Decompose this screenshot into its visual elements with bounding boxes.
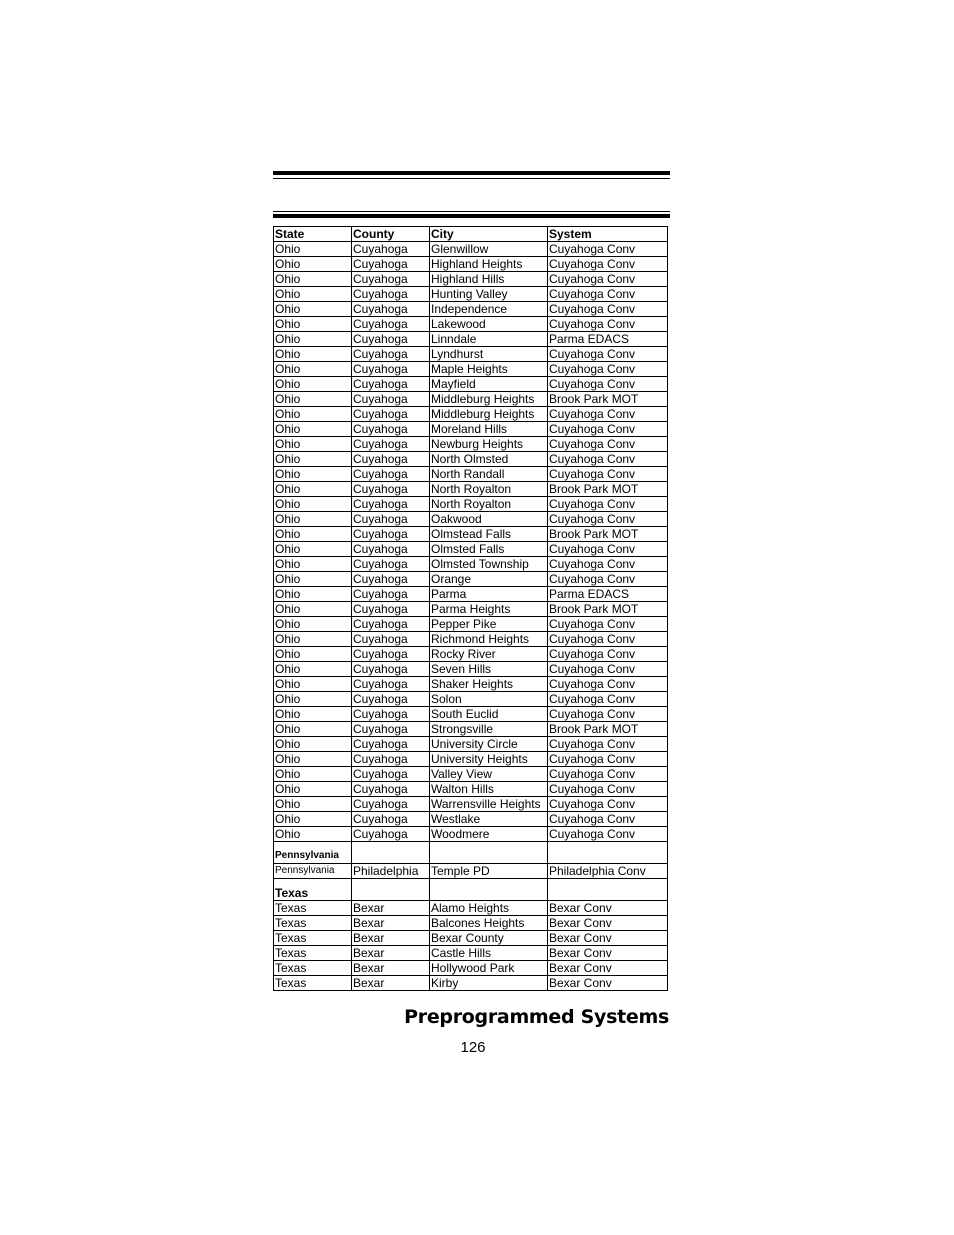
- table-row: [274, 722, 668, 737]
- cell-county: Cuyahoga: [352, 617, 430, 632]
- cell-system: Cuyahoga Conv: [548, 557, 668, 572]
- cell-county: Cuyahoga: [352, 392, 430, 407]
- cell-state: Ohio: [274, 332, 352, 347]
- systems-table-wrapper: [273, 226, 667, 991]
- cell-city: Independence: [430, 302, 548, 317]
- cell-system: Cuyahoga Conv: [548, 302, 668, 317]
- cell-county: Cuyahoga: [352, 602, 430, 617]
- section-row: [274, 879, 668, 901]
- section-label: Texas: [274, 879, 352, 901]
- cell-system: Bexar Conv: [548, 931, 668, 946]
- cell-city: Glenwillow: [430, 242, 548, 257]
- cell-state: Ohio: [274, 272, 352, 287]
- table-row: [274, 497, 668, 512]
- cell-system: Cuyahoga Conv: [548, 257, 668, 272]
- cell-state: Ohio: [274, 677, 352, 692]
- cell-city: Alamo Heights: [430, 901, 548, 916]
- cell-county: Cuyahoga: [352, 452, 430, 467]
- cell-state: Ohio: [274, 407, 352, 422]
- cell-system: Cuyahoga Conv: [548, 437, 668, 452]
- cell-city: Hollywood Park: [430, 961, 548, 976]
- cell-city: University Circle: [430, 737, 548, 752]
- table-row: [274, 677, 668, 692]
- cell-county: Cuyahoga: [352, 302, 430, 317]
- table-header-row: [274, 227, 668, 242]
- cell-city: Walton Hills: [430, 782, 548, 797]
- table-top-rule-thick: [273, 214, 670, 218]
- table-row: [274, 737, 668, 752]
- table-row: [274, 302, 668, 317]
- cell-state: Ohio: [274, 632, 352, 647]
- cell-county: Bexar: [352, 961, 430, 976]
- cell-state: Ohio: [274, 572, 352, 587]
- table-row: [274, 916, 668, 931]
- cell-city: Linndale: [430, 332, 548, 347]
- cell-state: Ohio: [274, 797, 352, 812]
- cell-system: Cuyahoga Conv: [548, 347, 668, 362]
- cell-system: Cuyahoga Conv: [548, 632, 668, 647]
- cell-system: Cuyahoga Conv: [548, 407, 668, 422]
- cell-city: Temple PD: [430, 864, 548, 879]
- cell-system: Brook Park MOT: [548, 482, 668, 497]
- cell-system: Parma EDACS: [548, 332, 668, 347]
- cell-county: Cuyahoga: [352, 752, 430, 767]
- cell-system: Cuyahoga Conv: [548, 242, 668, 257]
- empty-cell: [352, 842, 430, 864]
- cell-city: Woodmere: [430, 827, 548, 842]
- cell-state: Ohio: [274, 557, 352, 572]
- cell-system: Bexar Conv: [548, 961, 668, 976]
- table-row: [274, 407, 668, 422]
- cell-system: Cuyahoga Conv: [548, 467, 668, 482]
- cell-state: Ohio: [274, 497, 352, 512]
- systems-table: [273, 226, 668, 991]
- cell-city: Parma: [430, 587, 548, 602]
- header-system: System: [548, 227, 668, 242]
- cell-county: Cuyahoga: [352, 287, 430, 302]
- cell-state: Ohio: [274, 377, 352, 392]
- cell-city: Castle Hills: [430, 946, 548, 961]
- cell-system: Philadelphia Conv: [548, 864, 668, 879]
- cell-county: Cuyahoga: [352, 827, 430, 842]
- cell-state: Pennsylvania: [274, 864, 352, 879]
- cell-city: Shaker Heights: [430, 677, 548, 692]
- cell-system: Cuyahoga Conv: [548, 707, 668, 722]
- header-city: City: [430, 227, 548, 242]
- cell-system: Cuyahoga Conv: [548, 827, 668, 842]
- cell-system: Brook Park MOT: [548, 392, 668, 407]
- cell-state: Ohio: [274, 737, 352, 752]
- table-body: [274, 242, 668, 991]
- table-row: [274, 242, 668, 257]
- cell-county: Philadelphia: [352, 864, 430, 879]
- table-row: [274, 767, 668, 782]
- table-row: [274, 782, 668, 797]
- cell-system: Cuyahoga Conv: [548, 647, 668, 662]
- top-rule-thick: [273, 171, 670, 175]
- cell-state: Ohio: [274, 707, 352, 722]
- cell-city: Newburg Heights: [430, 437, 548, 452]
- cell-county: Cuyahoga: [352, 242, 430, 257]
- cell-county: Cuyahoga: [352, 737, 430, 752]
- cell-city: Westlake: [430, 812, 548, 827]
- cell-city: Moreland Hills: [430, 422, 548, 437]
- cell-system: Cuyahoga Conv: [548, 572, 668, 587]
- cell-state: Ohio: [274, 767, 352, 782]
- table-row: [274, 437, 668, 452]
- table-row: [274, 422, 668, 437]
- table-row: [274, 467, 668, 482]
- cell-state: Ohio: [274, 392, 352, 407]
- cell-county: Cuyahoga: [352, 362, 430, 377]
- cell-state: Ohio: [274, 812, 352, 827]
- table-row: [274, 272, 668, 287]
- cell-system: Cuyahoga Conv: [548, 512, 668, 527]
- cell-city: Oakwood: [430, 512, 548, 527]
- cell-state: Ohio: [274, 692, 352, 707]
- cell-county: Cuyahoga: [352, 572, 430, 587]
- cell-city: Lyndhurst: [430, 347, 548, 362]
- cell-city: Olmsted Falls: [430, 542, 548, 557]
- table-row: [274, 557, 668, 572]
- cell-city: Kirby: [430, 976, 548, 991]
- cell-city: Strongsville: [430, 722, 548, 737]
- cell-county: Cuyahoga: [352, 407, 430, 422]
- table-row: [274, 931, 668, 946]
- empty-cell: [430, 879, 548, 901]
- cell-county: Cuyahoga: [352, 677, 430, 692]
- table-row: [274, 617, 668, 632]
- table-row: [274, 287, 668, 302]
- cell-system: Brook Park MOT: [548, 527, 668, 542]
- table-row: [274, 587, 668, 602]
- table-row: [274, 362, 668, 377]
- cell-county: Cuyahoga: [352, 812, 430, 827]
- cell-state: Ohio: [274, 512, 352, 527]
- cell-state: Ohio: [274, 827, 352, 842]
- cell-system: Cuyahoga Conv: [548, 452, 668, 467]
- cell-county: Cuyahoga: [352, 332, 430, 347]
- cell-system: Parma EDACS: [548, 587, 668, 602]
- table-row: [274, 572, 668, 587]
- cell-state: Ohio: [274, 437, 352, 452]
- cell-county: Cuyahoga: [352, 317, 430, 332]
- cell-state: Ohio: [274, 482, 352, 497]
- header-state: State: [274, 227, 352, 242]
- cell-city: South Euclid: [430, 707, 548, 722]
- table-top-rule-thin: [273, 211, 670, 212]
- cell-county: Bexar: [352, 916, 430, 931]
- cell-county: Cuyahoga: [352, 272, 430, 287]
- cell-city: Maple Heights: [430, 362, 548, 377]
- cell-city: Olmstead Falls: [430, 527, 548, 542]
- table-row: [274, 647, 668, 662]
- section-row: [274, 842, 668, 864]
- cell-city: Bexar County: [430, 931, 548, 946]
- cell-system: Brook Park MOT: [548, 722, 668, 737]
- table-row: [274, 692, 668, 707]
- cell-city: Richmond Heights: [430, 632, 548, 647]
- cell-city: Orange: [430, 572, 548, 587]
- cell-system: Cuyahoga Conv: [548, 662, 668, 677]
- table-row: [274, 707, 668, 722]
- cell-state: Ohio: [274, 617, 352, 632]
- cell-county: Cuyahoga: [352, 347, 430, 362]
- cell-state: Ohio: [274, 362, 352, 377]
- cell-county: Cuyahoga: [352, 767, 430, 782]
- cell-city: North Royalton: [430, 497, 548, 512]
- cell-system: Bexar Conv: [548, 976, 668, 991]
- cell-city: Balcones Heights: [430, 916, 548, 931]
- empty-cell: [430, 842, 548, 864]
- cell-city: Middleburg Heights: [430, 392, 548, 407]
- cell-county: Cuyahoga: [352, 542, 430, 557]
- cell-system: Cuyahoga Conv: [548, 362, 668, 377]
- table-row: [274, 602, 668, 617]
- table-row: [274, 632, 668, 647]
- cell-system: Cuyahoga Conv: [548, 752, 668, 767]
- cell-city: Seven Hills: [430, 662, 548, 677]
- cell-county: Cuyahoga: [352, 662, 430, 677]
- table-row: [274, 527, 668, 542]
- top-rule-thin: [273, 178, 670, 179]
- cell-city: Parma Heights: [430, 602, 548, 617]
- cell-system: Bexar Conv: [548, 946, 668, 961]
- cell-state: Ohio: [274, 752, 352, 767]
- cell-county: Cuyahoga: [352, 257, 430, 272]
- cell-city: Highland Hills: [430, 272, 548, 287]
- cell-city: Rocky River: [430, 647, 548, 662]
- cell-system: Cuyahoga Conv: [548, 377, 668, 392]
- cell-system: Cuyahoga Conv: [548, 812, 668, 827]
- cell-county: Bexar: [352, 931, 430, 946]
- table-row: [274, 797, 668, 812]
- cell-state: Texas: [274, 946, 352, 961]
- cell-county: Cuyahoga: [352, 647, 430, 662]
- cell-system: Cuyahoga Conv: [548, 317, 668, 332]
- cell-county: Bexar: [352, 976, 430, 991]
- table-row: [274, 812, 668, 827]
- section-title: Preprogrammed Systems: [404, 1006, 669, 1028]
- cell-state: Texas: [274, 916, 352, 931]
- cell-city: Valley View: [430, 767, 548, 782]
- cell-city: Middleburg Heights: [430, 407, 548, 422]
- cell-system: Cuyahoga Conv: [548, 767, 668, 782]
- cell-city: Mayfield: [430, 377, 548, 392]
- cell-state: Ohio: [274, 647, 352, 662]
- cell-system: Cuyahoga Conv: [548, 677, 668, 692]
- cell-state: Ohio: [274, 242, 352, 257]
- cell-city: Solon: [430, 692, 548, 707]
- cell-city: Olmsted Township: [430, 557, 548, 572]
- table-row: [274, 347, 668, 362]
- cell-county: Bexar: [352, 946, 430, 961]
- cell-county: Bexar: [352, 901, 430, 916]
- table-row: [274, 976, 668, 991]
- cell-system: Bexar Conv: [548, 916, 668, 931]
- cell-state: Ohio: [274, 542, 352, 557]
- table-row: [274, 827, 668, 842]
- table-row: [274, 482, 668, 497]
- page-number: 126: [460, 1039, 486, 1056]
- cell-state: Ohio: [274, 287, 352, 302]
- cell-county: Cuyahoga: [352, 377, 430, 392]
- cell-state: Ohio: [274, 452, 352, 467]
- cell-state: Ohio: [274, 467, 352, 482]
- cell-system: Bexar Conv: [548, 901, 668, 916]
- table-row: [274, 946, 668, 961]
- table-row: [274, 662, 668, 677]
- table-row: [274, 257, 668, 272]
- cell-city: Warrensville Heights: [430, 797, 548, 812]
- table-row: [274, 864, 668, 879]
- cell-state: Ohio: [274, 302, 352, 317]
- cell-state: Ohio: [274, 422, 352, 437]
- table-row: [274, 452, 668, 467]
- cell-state: Ohio: [274, 587, 352, 602]
- empty-cell: [352, 879, 430, 901]
- cell-state: Ohio: [274, 347, 352, 362]
- cell-county: Cuyahoga: [352, 692, 430, 707]
- cell-state: Ohio: [274, 602, 352, 617]
- cell-county: Cuyahoga: [352, 497, 430, 512]
- cell-city: North Royalton: [430, 482, 548, 497]
- cell-county: Cuyahoga: [352, 797, 430, 812]
- cell-city: Pepper Pike: [430, 617, 548, 632]
- table-row: [274, 542, 668, 557]
- cell-county: Cuyahoga: [352, 782, 430, 797]
- cell-county: Cuyahoga: [352, 482, 430, 497]
- cell-system: Cuyahoga Conv: [548, 542, 668, 557]
- cell-county: Cuyahoga: [352, 512, 430, 527]
- cell-city: Highland Heights: [430, 257, 548, 272]
- cell-state: Texas: [274, 961, 352, 976]
- cell-city: Lakewood: [430, 317, 548, 332]
- cell-city: North Olmsted: [430, 452, 548, 467]
- table-row: [274, 332, 668, 347]
- cell-state: Ohio: [274, 722, 352, 737]
- table-row: [274, 901, 668, 916]
- empty-cell: [548, 879, 668, 901]
- cell-county: Cuyahoga: [352, 422, 430, 437]
- cell-system: Cuyahoga Conv: [548, 287, 668, 302]
- cell-state: Ohio: [274, 782, 352, 797]
- cell-county: Cuyahoga: [352, 587, 430, 602]
- cell-county: Cuyahoga: [352, 437, 430, 452]
- table-row: [274, 752, 668, 767]
- cell-state: Ohio: [274, 317, 352, 332]
- cell-state: Texas: [274, 931, 352, 946]
- table-row: [274, 377, 668, 392]
- cell-system: Cuyahoga Conv: [548, 737, 668, 752]
- table-row: [274, 512, 668, 527]
- empty-cell: [548, 842, 668, 864]
- cell-system: Cuyahoga Conv: [548, 692, 668, 707]
- cell-state: Texas: [274, 901, 352, 916]
- cell-state: Texas: [274, 976, 352, 991]
- header-county: County: [352, 227, 430, 242]
- cell-county: Cuyahoga: [352, 632, 430, 647]
- cell-system: Brook Park MOT: [548, 602, 668, 617]
- cell-county: Cuyahoga: [352, 527, 430, 542]
- cell-system: Cuyahoga Conv: [548, 782, 668, 797]
- cell-state: Ohio: [274, 527, 352, 542]
- table-row: [274, 317, 668, 332]
- cell-county: Cuyahoga: [352, 707, 430, 722]
- cell-system: Cuyahoga Conv: [548, 272, 668, 287]
- cell-system: Cuyahoga Conv: [548, 617, 668, 632]
- section-label: Pennsylvania: [274, 842, 352, 864]
- cell-system: Cuyahoga Conv: [548, 797, 668, 812]
- cell-county: Cuyahoga: [352, 557, 430, 572]
- cell-county: Cuyahoga: [352, 722, 430, 737]
- cell-city: Hunting Valley: [430, 287, 548, 302]
- cell-county: Cuyahoga: [352, 467, 430, 482]
- cell-system: Cuyahoga Conv: [548, 422, 668, 437]
- cell-system: Cuyahoga Conv: [548, 497, 668, 512]
- cell-city: University Heights: [430, 752, 548, 767]
- cell-state: Ohio: [274, 257, 352, 272]
- table-row: [274, 961, 668, 976]
- cell-city: North Randall: [430, 467, 548, 482]
- cell-state: Ohio: [274, 662, 352, 677]
- table-row: [274, 392, 668, 407]
